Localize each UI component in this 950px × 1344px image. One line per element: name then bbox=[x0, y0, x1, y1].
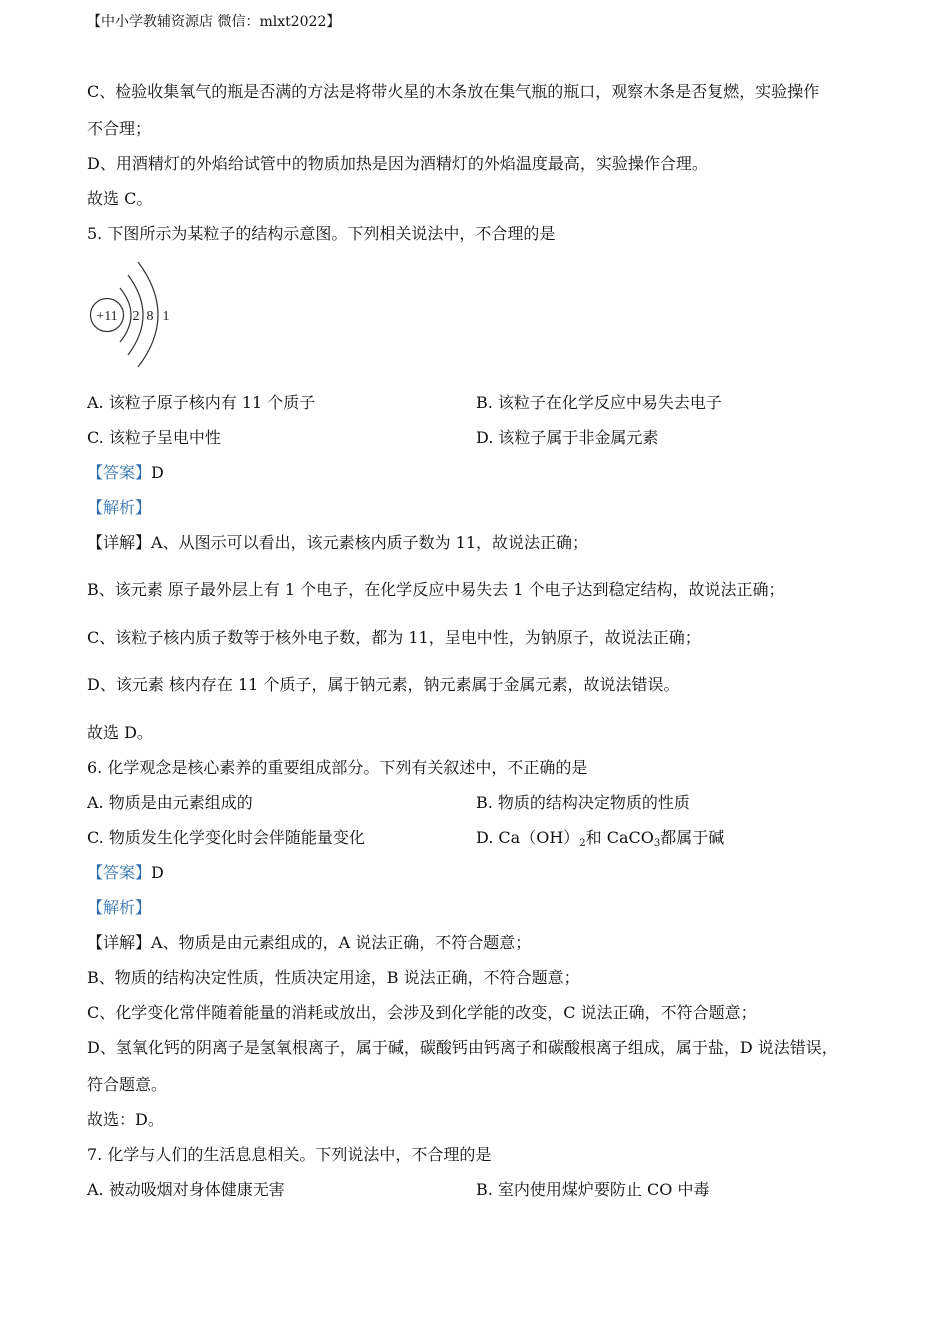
shell-2-electron-count: 8 bbox=[146, 309, 154, 324]
q6-answer bbox=[87, 863, 164, 883]
q5-option-d: D. 该粒子属于非金属元素 bbox=[476, 428, 659, 447]
q6-detail-label: 【详解】 bbox=[87, 933, 152, 952]
q7-option-b: B. 室内使用煤炉要防止 CO 中毒 bbox=[476, 1180, 710, 1199]
q5-detail-label: 【详解】 bbox=[87, 533, 152, 552]
q4-option-c-explanation-line1: C、检验收集氧气的瓶是否满的方法是将带火星的木条放在集气瓶的瓶口，观察木条是否复燃，实验操作 bbox=[87, 82, 820, 101]
q5-option-a: A. 该粒子原子核内有 11 个质子 bbox=[87, 393, 316, 412]
q6-detail-c: C、化学变化常伴随着能量的消耗或放出，会涉及到化学能的改变，C 说法正确，不符合题意； bbox=[87, 1003, 757, 1022]
q5-select: 故选 D。 bbox=[87, 723, 153, 742]
q4-option-c-explanation-line2: 不合理； bbox=[87, 119, 152, 138]
q6-answer-value: D bbox=[151, 863, 164, 882]
q5-detail-b: B、该元素 原子最外层上有 1 个电子，在化学反应中易失去 1 个电子达到稳定结构，故说法正确； bbox=[87, 580, 785, 599]
page-header: 【中小学教辅资源店 微信：mlxt2022】 bbox=[87, 14, 341, 30]
q5-stem: 5. 下图所示为某粒子的结构示意图。下列相关说法中，不合理的是 bbox=[87, 224, 556, 243]
q6-detail-b: B、物质的结构决定性质，性质决定用途，B 说法正确，不符合题意； bbox=[87, 968, 580, 987]
q5-detail-d: D、该元素 核内存在 11 个质子，属于钠元素，钠元素属于金属元素，故说法错误。 bbox=[87, 675, 680, 694]
q5-detail-a-text: A、从图示可以看出，该元素核内质子数为 11，故说法正确； bbox=[151, 533, 589, 552]
q6-detail-a bbox=[87, 933, 531, 953]
q5-option-c: C. 该粒子呈电中性 bbox=[87, 428, 221, 447]
q6-answer-label: 【答案】 bbox=[87, 863, 152, 882]
q6-detail-d-line1: D、氢氧化钙的阴离子是氢氧根离子，属于碱，碳酸钙由钙离子和碳酸根离子组成，属于盐，D 说法错误， bbox=[87, 1038, 838, 1057]
atom-structure-diagram bbox=[86, 258, 178, 370]
q7-option-a: A. 被动吸烟对身体健康无害 bbox=[87, 1180, 285, 1199]
q6-detail-d-line2: 符合题意。 bbox=[87, 1075, 168, 1094]
shell-1-electron-count: 2 bbox=[132, 309, 140, 324]
q5-answer-value: D bbox=[151, 463, 164, 482]
q5-option-b: B. 该粒子在化学反应中易失去电子 bbox=[476, 393, 722, 412]
q5-answer-label: 【答案】 bbox=[87, 463, 152, 482]
shell-3-electron-count: 1 bbox=[162, 309, 170, 324]
q6-analysis-label: 【解析】 bbox=[87, 898, 152, 917]
q5-answer bbox=[87, 463, 164, 483]
q6-option-c: C. 物质发生化学变化时会伴随能量变化 bbox=[87, 828, 365, 847]
q5-detail-a bbox=[87, 533, 588, 553]
q6-option-a: A. 物质是由元素组成的 bbox=[87, 793, 253, 812]
q7-stem: 7. 化学与人们的生活息息相关。下列说法中，不合理的是 bbox=[87, 1145, 492, 1164]
q4-option-d-explanation: D、用酒精灯的外焰给试管中的物质加热是因为酒精灯的外焰温度最高，实验操作合理。 bbox=[87, 154, 708, 173]
electron-shell-1-arc bbox=[120, 288, 131, 342]
q5-detail-c: C、该粒子核内质子数等于核外电子数，都为 11，呈电中性，为钠原子，故说法正确； bbox=[87, 628, 701, 647]
q5-analysis-label: 【解析】 bbox=[87, 498, 152, 517]
q6-select: 故选：D。 bbox=[87, 1110, 164, 1129]
q6-option-b: B. 物质的结构决定物质的性质 bbox=[476, 793, 690, 812]
nucleus-charge: +11 bbox=[96, 309, 118, 324]
q6-option-d: D. $Ca(OH)_2$和 CaCO$_3$都属于碱 bbox=[476, 828, 725, 849]
q4-select: 故选 C。 bbox=[87, 189, 153, 208]
q6-stem: 6. 化学观念是核心素养的重要组成部分。下列有关叙述中，不正确的是 bbox=[87, 758, 588, 777]
q6-detail-a-text: A、物质是由元素组成的，A 说法正确，不符合题意； bbox=[151, 933, 532, 952]
